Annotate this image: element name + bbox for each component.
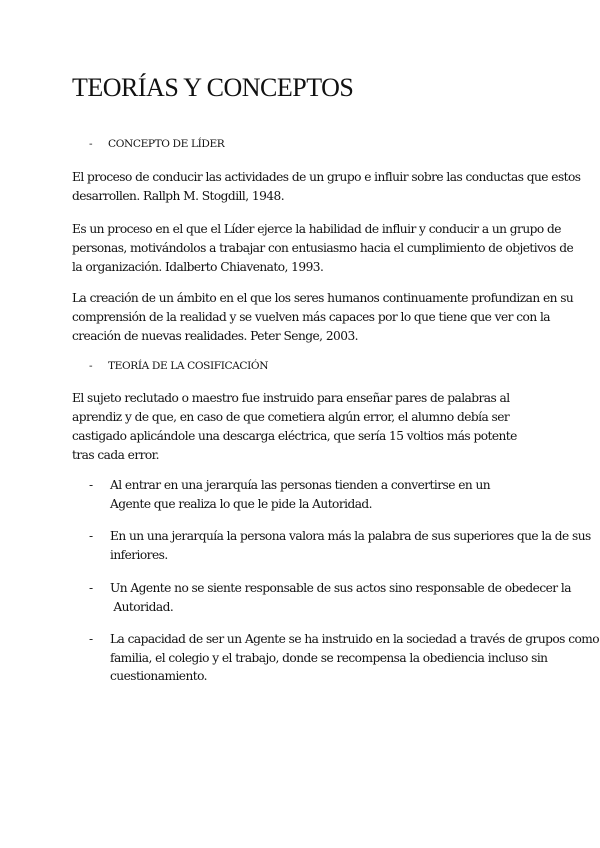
text-line: Agente que realiza lo que le pide la Autoridad.	[110, 496, 373, 511]
paragraph-stogdill	[72, 168, 592, 206]
section-heading-cosificacion	[89, 357, 268, 375]
list-item	[89, 579, 599, 616]
paragraph-chiavenato	[72, 220, 592, 277]
text-line: Al entrar en una jerarquía las personas tienden a convertirse en un	[110, 478, 491, 492]
paragraph-senge	[72, 289, 592, 346]
text-line: En un una jerarquía la persona valora más la palabra de sus superiores que la de sus	[110, 529, 591, 543]
text-line: Es un proceso en el que el Líder ejerce la habilidad de influir y conducir a un grupo de	[72, 222, 561, 236]
heading-text: CONCEPTO DE LÍDER	[108, 138, 225, 150]
text-line: desarrollen. Rallph M. Stogdill, 1948.	[72, 189, 285, 203]
text-line: Un Agente no se siente responsable de sus actos sino responsable de obedecer la	[110, 581, 571, 595]
text-line: cuestionamiento.	[110, 669, 208, 683]
text-line: castigado aplicándole una descarga eléctrica, que sería 15 voltios más potente	[72, 429, 517, 443]
text-line: El proceso de conducir las actividades de un grupo e influir sobre las conductas que estos	[72, 170, 581, 184]
section-heading-concepto-lider	[89, 135, 224, 153]
text-line: La creación de un ámbito en el que los seres humanos continuamente profundizan en su	[72, 291, 574, 305]
list-item	[89, 527, 599, 564]
text-line: Autoridad.	[110, 599, 174, 614]
text-line: El sujeto reclutado o maestro fue instruido para enseñar pares de palabras al	[72, 391, 510, 405]
heading-dash: -	[89, 138, 93, 150]
heading-text: TEORÍA DE LA COSIFICACIÓN	[108, 360, 269, 372]
text-line: creación de nuevas realidades. Peter Senge, 2003.	[72, 329, 358, 343]
bullet-dash: -	[89, 581, 93, 595]
heading-dash: -	[89, 360, 93, 372]
text-line: familia, el colegio y el trabajo, donde se recompensa la obediencia incluso sin	[110, 650, 548, 665]
bullet-dash: -	[89, 478, 93, 492]
text-line: personas, motivándolos a trabajar con entusiasmo hacia el cumplimiento de objetivos de	[72, 241, 574, 255]
text-line: la organización. Idalberto Chiavenato, 1993.	[72, 260, 324, 274]
text-line: tras cada error.	[72, 448, 159, 462]
text-line: La capacidad de ser un Agente se ha instruido en la sociedad a través de grupos como	[110, 632, 600, 646]
bullet-dash: -	[89, 632, 93, 646]
text-line: comprensión de la realidad y se vuelven más capaces por lo que tiene que ver con la	[72, 310, 551, 324]
bullet-dash: -	[89, 529, 93, 543]
text-line: inferiores.	[110, 547, 168, 562]
list-item	[89, 630, 599, 686]
list-item	[89, 476, 599, 513]
page-title: TEORÍAS Y CONCEPTOS	[72, 73, 354, 102]
paragraph-cosificacion	[72, 389, 592, 465]
text-line: aprendiz y de que, en caso de que cometiera algún error, el alumno debía ser	[72, 410, 510, 424]
